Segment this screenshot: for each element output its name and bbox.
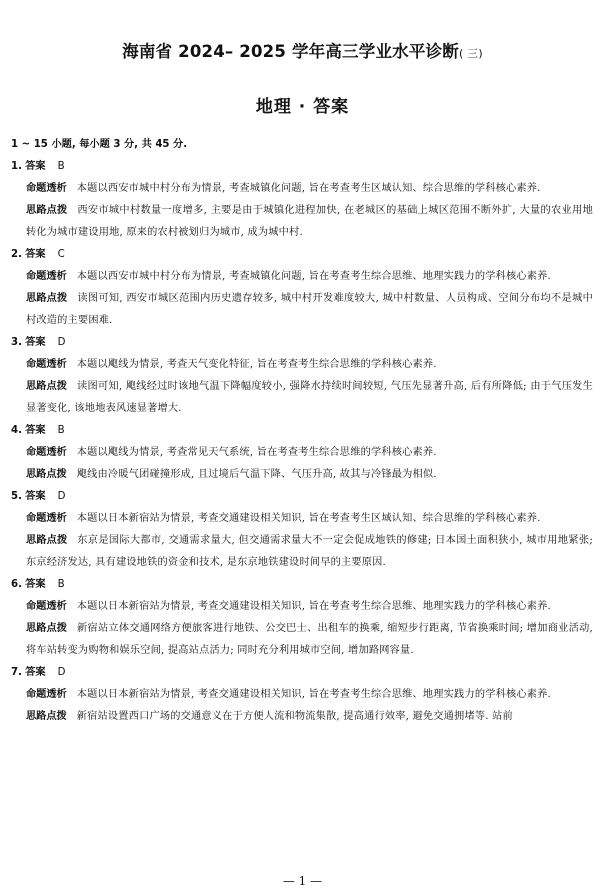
hint-text: 读图可知, 飑线经过时该地气温下降幅度较小, 强降水持续时间较短, 气压先显著升高, 后有所降低; 由于气压发生显著变化, 该地地表风速显著增大.: [26, 381, 594, 414]
analysis-label: 命题透析: [26, 447, 67, 458]
analysis-paragraph: [11, 684, 593, 706]
question-number: 1.: [11, 161, 22, 172]
hint-label: 思路点拨: [26, 205, 68, 216]
page-number: — 1 —: [282, 874, 323, 888]
question-block: [11, 574, 593, 662]
question-number: 5.: [11, 491, 22, 502]
document-title-suffix: ( 三): [458, 47, 483, 60]
hint-label: 思路点拨: [26, 623, 68, 634]
hint-text: 新宿站设置西口广场的交通意义在于方便人流和物流集散, 提高通行效率, 避免交通拥堵等. 站前: [76, 711, 513, 722]
hint-label: 思路点拨: [26, 293, 68, 304]
analysis-text: 本题以飑线为情景, 考查天气变化特征, 旨在考查考生综合思维的学科核心素养.: [76, 359, 437, 370]
section-intro: 1 ~ 15 小题, 每小题 3 分, 共 45 分.: [11, 139, 188, 150]
question-block: [11, 156, 593, 244]
hint-paragraph: [11, 618, 593, 662]
analysis-text: 本题以日本新宿站为情景, 考查交通建设相关知识, 旨在考查考生综合思维、地理实践力的学科核心素养.: [76, 601, 551, 612]
hint-text: 读图可知, 西安市城区范围内历史遗存较多, 城中村开发难度较大, 城中村数量、人员构成、空间分布均不是城中村改造的主要困难.: [26, 293, 593, 326]
document-subtitle: 地理 · 答案: [255, 97, 350, 117]
hint-paragraph: [11, 464, 593, 486]
hint-paragraph: [11, 376, 593, 420]
answer-label: 答案: [25, 249, 46, 260]
answer-line: [11, 574, 593, 596]
analysis-label: 命题透析: [26, 183, 67, 194]
analysis-label: 命题透析: [26, 513, 67, 524]
document-title: [0, 38, 605, 62]
question-block: [11, 662, 593, 728]
answer-content: [11, 134, 593, 728]
answer-label: 答案: [25, 337, 46, 348]
answer-value: B: [57, 161, 65, 172]
analysis-text: 本题以飑线为情景, 考查常见天气系统, 旨在考查考生综合思维的学科核心素养.: [76, 447, 437, 458]
analysis-paragraph: [11, 596, 593, 618]
question-number: 3.: [11, 337, 22, 348]
hint-label: 思路点拨: [26, 535, 68, 546]
question-number: 2.: [11, 249, 22, 260]
hint-paragraph: [11, 706, 593, 728]
answer-line: [11, 156, 593, 178]
answer-value: D: [57, 491, 66, 502]
answer-line: [11, 662, 593, 684]
answer-value: B: [57, 579, 65, 590]
answer-value: D: [57, 667, 66, 678]
analysis-paragraph: [11, 266, 593, 288]
analysis-label: 命题透析: [26, 601, 67, 612]
question-number: 6.: [11, 579, 22, 590]
question-number: 7.: [11, 667, 22, 678]
answer-line: [11, 332, 593, 354]
answer-label: 答案: [25, 579, 46, 590]
analysis-text: 本题以西安市城中村分布为情景, 考查城镇化问题, 旨在考查考生区域认知、综合思维的学科核心素养.: [76, 183, 541, 194]
analysis-text: 本题以西安市城中村分布为情景, 考查城镇化问题, 旨在考查考生综合思维、地理实践力的学科核心素养.: [76, 271, 551, 282]
question-number: 4.: [11, 425, 22, 436]
hint-text: 西安市城中村数量一度增多, 主要是由于城镇化进程加快, 在老城区的基础上城区范围不断外扩, 大量的农业用地转化为城市建设用地, 原来的农村被划归为城市, 成为城中村.: [26, 205, 593, 238]
analysis-paragraph: [11, 442, 593, 464]
hint-paragraph: [11, 288, 593, 332]
analysis-paragraph: [11, 178, 593, 200]
answer-line: [11, 486, 593, 508]
answer-line: [11, 244, 593, 266]
hint-paragraph: [11, 200, 593, 244]
answer-value: D: [57, 337, 66, 348]
analysis-text: 本题以日本新宿站为情景, 考查交通建设相关知识, 旨在考查考生综合思维、地理实践力的学科核心素养.: [76, 689, 551, 700]
hint-label: 思路点拨: [26, 711, 67, 722]
question-list: [11, 156, 593, 728]
answer-value: C: [57, 249, 65, 260]
question-block: [11, 486, 593, 574]
analysis-label: 命题透析: [26, 359, 67, 370]
hint-label: 思路点拨: [26, 381, 68, 392]
analysis-paragraph: [11, 354, 593, 376]
analysis-label: 命题透析: [26, 689, 67, 700]
hint-text: 飑线由冷暖气团碰撞形成, 且过境后气温下降、气压升高, 故其与冷锋最为相似.: [76, 469, 437, 480]
hint-text: 东京是国际大都市, 交通需求量大, 但交通需求量大不一定会促成地铁的修建; 日本国土面积狭小, 城市用地紧张; 东京经济发达, 具有建设地铁的资金和技术, 是东京地铁建设时间早的主要原因.: [26, 535, 594, 568]
document-title-main: 海南省 2024– 2025 学年高三学业水平诊断: [122, 42, 459, 61]
hint-paragraph: [11, 530, 593, 574]
question-block: [11, 244, 593, 332]
answer-value: B: [57, 425, 65, 436]
analysis-text: 本题以日本新宿站为情景, 考查交通建设相关知识, 旨在考查考生区域认知、综合思维的学科核心素养.: [76, 513, 541, 524]
answer-label: 答案: [25, 491, 46, 502]
answer-label: 答案: [25, 161, 46, 172]
answer-label: 答案: [25, 425, 46, 436]
answer-label: 答案: [25, 667, 46, 678]
question-block: [11, 332, 593, 420]
analysis-label: 命题透析: [26, 271, 67, 282]
analysis-paragraph: [11, 508, 593, 530]
question-block: [11, 420, 593, 486]
answer-line: [11, 420, 593, 442]
hint-label: 思路点拨: [26, 469, 67, 480]
hint-text: 新宿站立体交通网络方便旅客进行地铁、公交巴士、出租车的换乘, 缩短步行距离, 节省换乘时间; 增加商业活动, 将车站转变为购物和娱乐空间, 提高站点活力; 同时充分利用城市空间, 增加路网容量.: [26, 623, 593, 656]
